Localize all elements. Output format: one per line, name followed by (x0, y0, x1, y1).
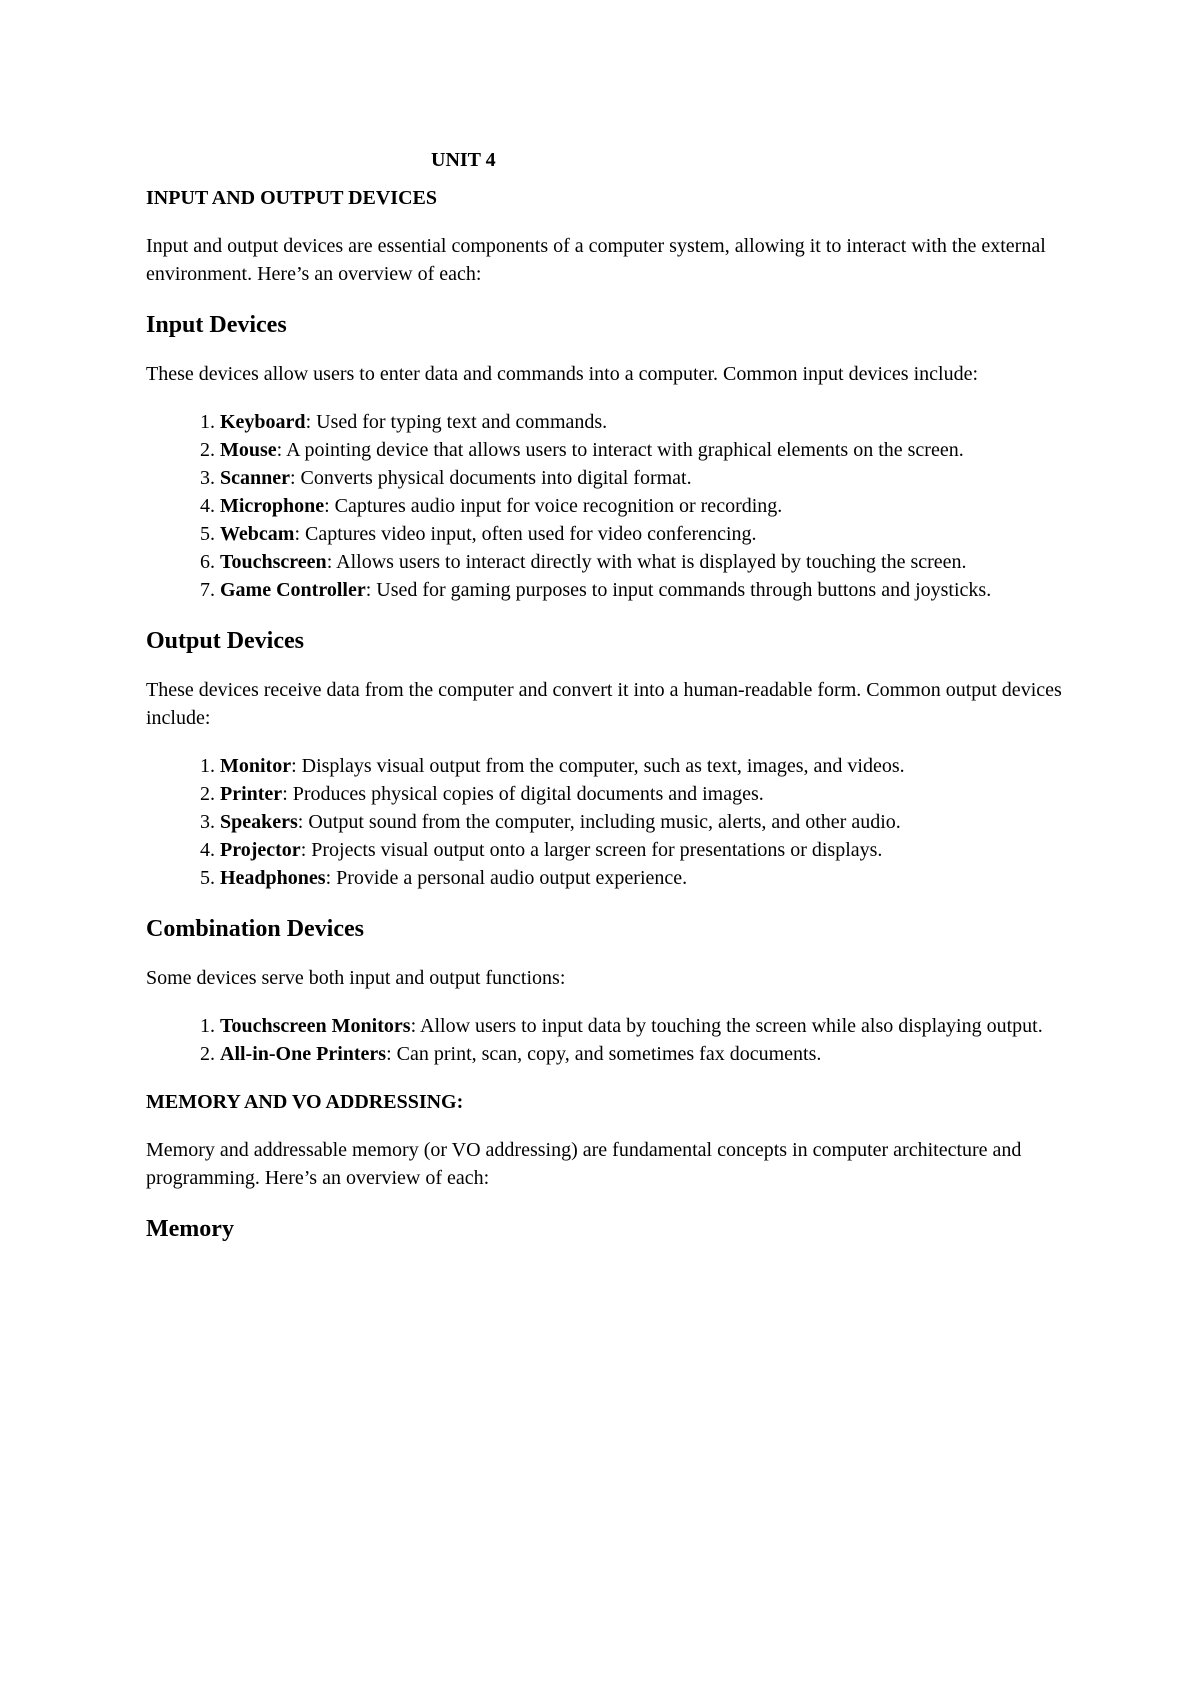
list-item (220, 464, 1076, 492)
list-item-term: Game Controller (220, 579, 366, 601)
memory-io-heading: MEMORY AND VO ADDRESSING: (146, 1091, 464, 1113)
list-item-term: Mouse (220, 439, 277, 461)
list-item-term: Headphones (220, 867, 326, 889)
list-item-term: Keyboard (220, 411, 306, 433)
list-item-text: : Output sound from the computer, including music, alerts, and other audio. (297, 811, 901, 833)
list-item-term: Touchscreen Monitors (220, 1015, 411, 1037)
list-item-term: Scanner (220, 467, 290, 489)
list-item-text: : Produces physical copies of digital documents and images. (282, 783, 764, 805)
list-item (220, 436, 1076, 464)
main-heading: INPUT AND OUTPUT DEVICES (146, 187, 437, 209)
list-item-text: : Provide a personal audio output experience. (325, 867, 688, 889)
list-item (220, 864, 1076, 892)
list-item-term: Touchscreen (220, 551, 327, 573)
list-item-term: Projector (220, 839, 301, 861)
list-item-term: All-in-One Printers (220, 1043, 387, 1065)
list-item (220, 408, 1076, 436)
document-body (146, 146, 1076, 1244)
intro-paragraph: Input and output devices are essential components of a computer system, allowing it to interact with the external environment. Here’s an overview of each: (146, 235, 1046, 285)
list-item-term: Monitor (220, 755, 292, 777)
combination-devices-heading: Combination Devices (146, 916, 364, 942)
list-item (220, 1040, 1076, 1068)
list-item-text: : Used for typing text and commands. (305, 411, 608, 433)
list-item (220, 520, 1076, 548)
list-item-text: : Can print, scan, copy, and sometimes fax documents. (386, 1043, 822, 1065)
list-item (220, 808, 1076, 836)
list-item-term: Speakers (220, 811, 298, 833)
list-item (220, 780, 1076, 808)
list-item-text: : Displays visual output from the computer, such as text, images, and videos. (291, 755, 905, 777)
output-devices-list (146, 752, 1076, 892)
list-item (220, 576, 1076, 604)
list-item (220, 836, 1076, 864)
list-item-text: : Captures audio input for voice recognition or recording. (324, 495, 783, 517)
list-item-text: : Used for gaming purposes to input commands through buttons and joysticks. (365, 579, 992, 601)
input-devices-list (146, 408, 1076, 604)
memory-io-intro: Memory and addressable memory (or VO addressing) are fundamental concepts in computer architecture and programming. Here’s an overview of each: (146, 1139, 1022, 1189)
list-item-text: : Captures video input, often used for video conferencing. (294, 523, 757, 545)
unit-title: UNIT 4 (431, 149, 496, 171)
list-item-text: : Projects visual output onto a larger screen for presentations or displays. (300, 839, 883, 861)
combination-devices-description: Some devices serve both input and output functions: (146, 967, 566, 989)
list-item (220, 492, 1076, 520)
list-item-text: : Allow users to input data by touching the screen while also displaying output. (410, 1015, 1043, 1037)
list-item-term: Webcam (220, 523, 295, 545)
input-devices-heading: Input Devices (146, 312, 287, 338)
output-devices-description: These devices receive data from the computer and convert it into a human-readable form. Common output devices include: (146, 679, 1062, 729)
list-item (220, 752, 1076, 780)
combination-devices-list (146, 1012, 1076, 1068)
list-item-text: : A pointing device that allows users to interact with graphical elements on the screen. (276, 439, 964, 461)
list-item-term: Printer (220, 783, 283, 805)
memory-heading: Memory (146, 1216, 234, 1242)
output-devices-heading: Output Devices (146, 628, 304, 654)
list-item-term: Microphone (220, 495, 325, 517)
list-item-text: : Allows users to interact directly with what is displayed by touching the screen. (326, 551, 967, 573)
list-item-text: : Converts physical documents into digital format. (290, 467, 692, 489)
list-item (220, 1012, 1076, 1040)
input-devices-description: These devices allow users to enter data and commands into a computer. Common input devices include: (146, 363, 979, 385)
list-item (220, 548, 1076, 576)
